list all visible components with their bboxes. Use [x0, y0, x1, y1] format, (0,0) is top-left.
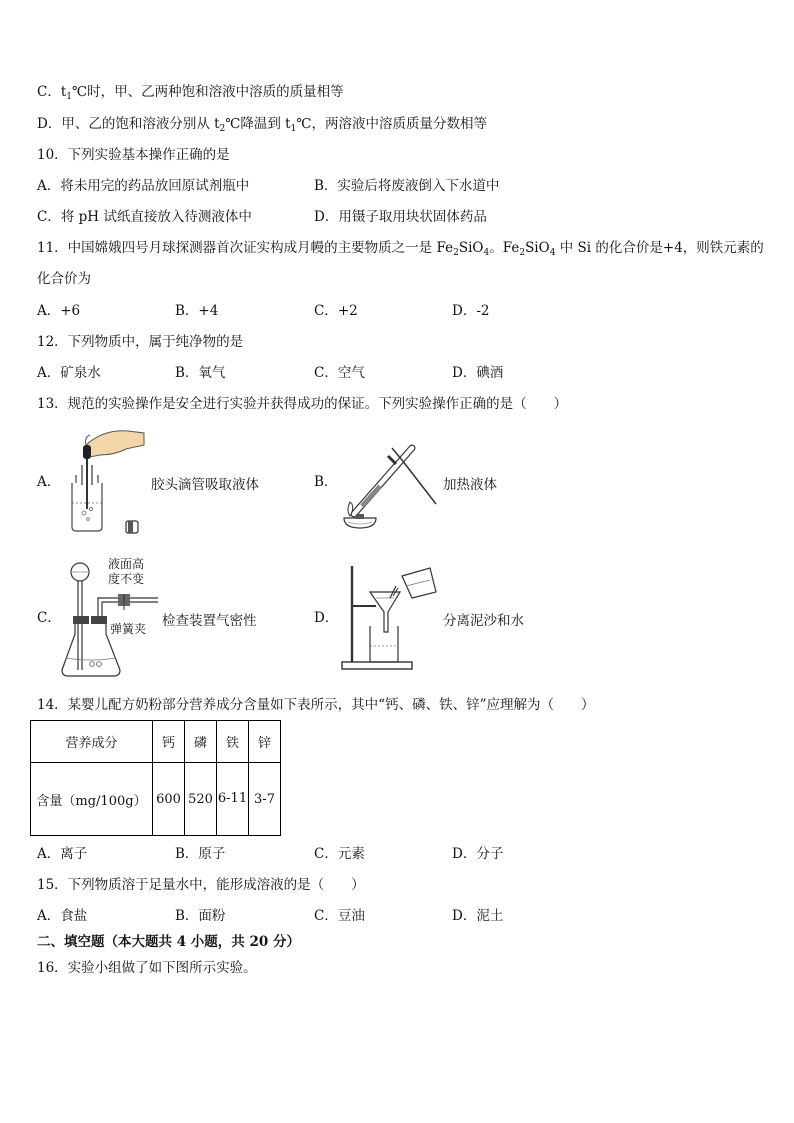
filtration-figure	[340, 562, 440, 674]
q12-option-a: A．矿泉水	[37, 365, 101, 381]
q13-option-d-caption: 分离泥沙和水	[443, 613, 524, 629]
q13-option-c-caption: 检查装置气密性	[162, 613, 257, 629]
q13-option-b-letter: B．	[314, 474, 338, 490]
table-row-label: 含量（mg/100g）	[31, 763, 153, 836]
q10-option-a: A．将未用完的药品放回原试剂瓶中	[37, 178, 250, 194]
q14-stem: 14．某婴儿配方奶粉部分营养成分含量如下表所示，其中“钙、磷、铁、锌”应理解为（ ）	[37, 697, 595, 713]
q16-stem: 16．实验小组做了如下图所示实验。	[37, 960, 257, 976]
q11-stem-cont: 化合价为	[37, 271, 91, 287]
q13-option-a-letter: A．	[37, 474, 61, 490]
q13-stem: 13．规范的实验操作是安全进行实验并获得成功的保证。下列实验操作正确的是（ ）	[37, 396, 568, 412]
q12-option-d: D．碘酒	[452, 365, 504, 381]
q13-option-a-caption: 胶头滴管吸取液体	[151, 477, 259, 493]
q10-option-b: B．实验后将废液倒入下水道中	[314, 178, 500, 194]
q14-option-c: C．元素	[314, 846, 365, 862]
table-cell: 600	[153, 763, 185, 836]
q13-option-d-letter: D．	[314, 610, 339, 626]
table-cell: 6-11	[217, 763, 249, 836]
table-header-cell: 铁	[217, 721, 249, 763]
q13-option-b-caption: 加热液体	[443, 477, 497, 493]
q11-option-a: A．+6	[37, 303, 81, 319]
q10-stem: 10．下列实验基本操作正确的是	[37, 147, 230, 163]
q15-option-a: A．食盐	[37, 908, 88, 924]
q13-option-c-letter: C．	[37, 610, 61, 626]
table-header-cell: 磷	[185, 721, 217, 763]
q14-option-d: D．分子	[452, 846, 504, 862]
q12-option-c: C．空气	[314, 365, 365, 381]
q13-c-label-level-2: 度不变	[108, 572, 145, 586]
q15-option-c: C．豆油	[314, 908, 365, 924]
q13-c-label-clip: 弹簧夹	[110, 622, 147, 636]
q14-option-a: A．离子	[37, 846, 88, 862]
table-header-cell: 锌	[249, 721, 281, 763]
q9-option-c: C．$t_1℃$时，甲、乙两种饱和溶液中溶质的质量相等	[37, 84, 344, 102]
heating-figure	[340, 440, 440, 532]
q15-option-d: D．泥土	[452, 908, 504, 924]
q12-stem: 12．下列物质中，属于纯净物的是	[37, 334, 244, 350]
table-header-cell: 钙	[153, 721, 185, 763]
table-header-row	[31, 721, 281, 763]
table-header-cell: 营养成分	[31, 721, 153, 763]
q11-option-b: B．+4	[175, 303, 219, 319]
q11-option-d: D．-2	[452, 303, 490, 319]
q11-stem: 11．中国嫦娥四号月球探测器首次证实构成月幔的主要物质之一是 $Fe_2SiO_4$。$Fe_2SiO_4$ 中 Si 的化合价是+4，则铁元素的	[37, 240, 764, 258]
q15-option-b: B．面粉	[175, 908, 226, 924]
q9-option-d: D．甲、乙的饱和溶液分别从 $t_2℃$降温到 $t_1℃$，两溶液中溶质质量分数相等	[37, 116, 487, 134]
table-cell: 520	[185, 763, 217, 836]
q10-option-d: D．用镊子取用块状固体药品	[314, 209, 487, 225]
q11-option-c: C．+2	[314, 303, 358, 319]
section-2-title: 二、填空题（本大题共 4 小题，共 20 分）	[37, 934, 300, 950]
table-row	[31, 763, 281, 836]
nutrition-table	[30, 720, 281, 836]
q10-option-c: C．将 pH 试纸直接放入待测液体中	[37, 209, 252, 225]
q14-option-b: B．原子	[175, 846, 226, 862]
q13-c-label-level-1: 液面高	[108, 557, 145, 571]
q15-stem: 15．下列物质溶于足量水中，能形成溶液的是（ ）	[37, 877, 365, 893]
q12-option-b: B．氧气	[175, 365, 226, 381]
dropper-figure	[62, 425, 148, 535]
table-cell: 3-7	[249, 763, 281, 836]
